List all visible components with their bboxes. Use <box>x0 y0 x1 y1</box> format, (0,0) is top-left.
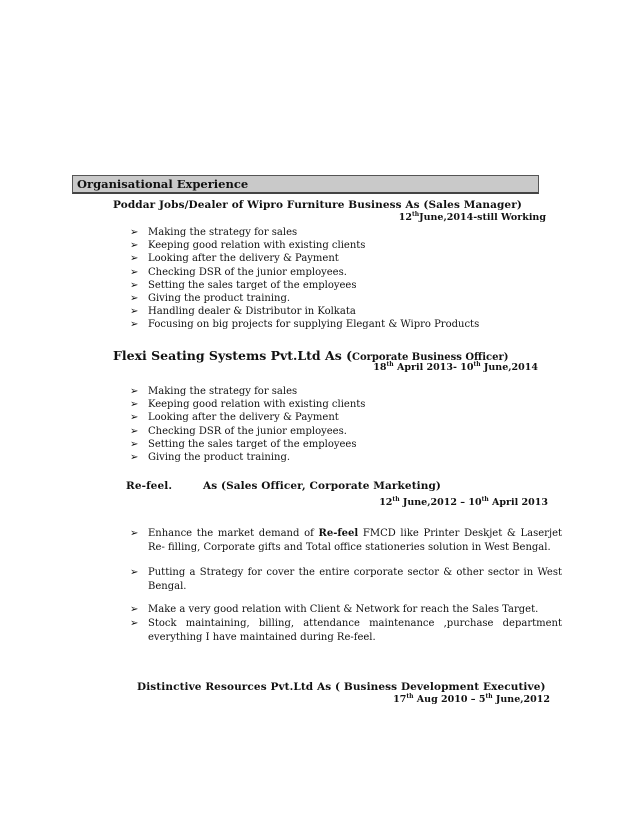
list-item: ➢ Keeping good relation with existing clients <box>130 399 366 411</box>
job-4-heading: Distinctive Resources Pvt.Ltd As ( Business Development Executive) <box>137 681 546 693</box>
job-3-date: 12th June,2012 – 10th April 2013 <box>379 496 548 508</box>
arrow-bullet-icon: ➢ <box>130 319 139 331</box>
job-1-heading: Poddar Jobs/Dealer of Wipro Furniture Business As (Sales Manager) <box>113 199 522 211</box>
arrow-bullet-icon: ➢ <box>130 306 139 318</box>
job-3-company: Re-feel. <box>126 480 173 492</box>
job-4-date: 17th Aug 2010 – 5th June,2012 <box>393 693 550 705</box>
list-item: ➢ Checking DSR of the junior employees. <box>130 425 347 437</box>
job-2-bullet-list <box>130 385 366 464</box>
section-title: Organisational Experience <box>77 177 249 191</box>
list-item: ➢ Keeping good relation with existing clients <box>130 240 366 252</box>
arrow-bullet-icon: ➢ <box>130 618 139 629</box>
list-item: ➢ Looking after the delivery & Payment <box>130 253 339 265</box>
list-item: ➢ Focusing on big projects for supplying Elegant & Wipro Products <box>130 319 480 331</box>
job-2-role: Corporate Business Officer) <box>352 352 509 363</box>
section-header-bar <box>72 175 539 194</box>
arrow-bullet-icon: ➢ <box>130 253 139 265</box>
list-item: ➢ Checking DSR of the junior employees. <box>130 266 347 278</box>
arrow-bullet-icon: ➢ <box>130 240 139 252</box>
arrow-bullet-icon: ➢ <box>130 438 139 450</box>
arrow-bullet-icon: ➢ <box>130 452 139 464</box>
arrow-bullet-icon: ➢ <box>130 567 139 578</box>
job-2-date: 18th April 2013- 10th June,2014 <box>373 361 538 373</box>
job-3-point-1: ➢ Enhance the market demand of Re-feel FMCD like Printer Deskjet & Laserjet Re- filling, Corporate gifts and Total office stationeries solution in West Bengal. <box>130 528 562 553</box>
list-item: ➢ Looking after the delivery & Payment <box>130 412 339 424</box>
list-item: ➢ Making the strategy for sales <box>130 227 298 238</box>
job-3-role: As (Sales Officer, Corporate Marketing) <box>203 480 441 492</box>
arrow-bullet-icon: ➢ <box>130 279 139 291</box>
job-3-point-2: ➢ Putting a Strategy for cover the entire corporate sector & other sector in West Bengal. <box>130 567 562 592</box>
list-item: ➢ Making the strategy for sales <box>130 386 298 397</box>
arrow-bullet-icon: ➢ <box>130 266 139 278</box>
job-1-date: 12thJune,2014-still Working <box>398 211 546 223</box>
arrow-bullet-icon: ➢ <box>130 425 139 437</box>
list-item: ➢ Giving the product training. <box>130 293 291 305</box>
job-2-company: Flexi Seating Systems Pvt.Ltd As ( <box>113 348 353 363</box>
job-3-point-4: ➢ Stock maintaining, billing, attendance maintenance ,purchase department everything I have maintained during Re-feel. <box>130 618 562 643</box>
arrow-bullet-icon: ➢ <box>130 386 139 397</box>
arrow-bullet-icon: ➢ <box>130 412 139 424</box>
arrow-bullet-icon: ➢ <box>130 399 139 411</box>
arrow-bullet-icon: ➢ <box>130 227 139 238</box>
list-item: ➢ Setting the sales target of the employees <box>130 279 357 291</box>
list-item: ➢ Handling dealer & Distributor in Kolkata <box>130 306 356 318</box>
job-3-point-3: ➢ Make a very good relation with Client & Network for reach the Sales Target. <box>130 604 539 615</box>
list-item: ➢ Giving the product training. <box>130 452 291 464</box>
job-1-bullet-list <box>130 226 480 332</box>
arrow-bullet-icon: ➢ <box>130 528 139 539</box>
arrow-bullet-icon: ➢ <box>130 604 139 615</box>
list-item: ➢ Setting the sales target of the employees <box>130 438 357 450</box>
arrow-bullet-icon: ➢ <box>130 293 139 305</box>
